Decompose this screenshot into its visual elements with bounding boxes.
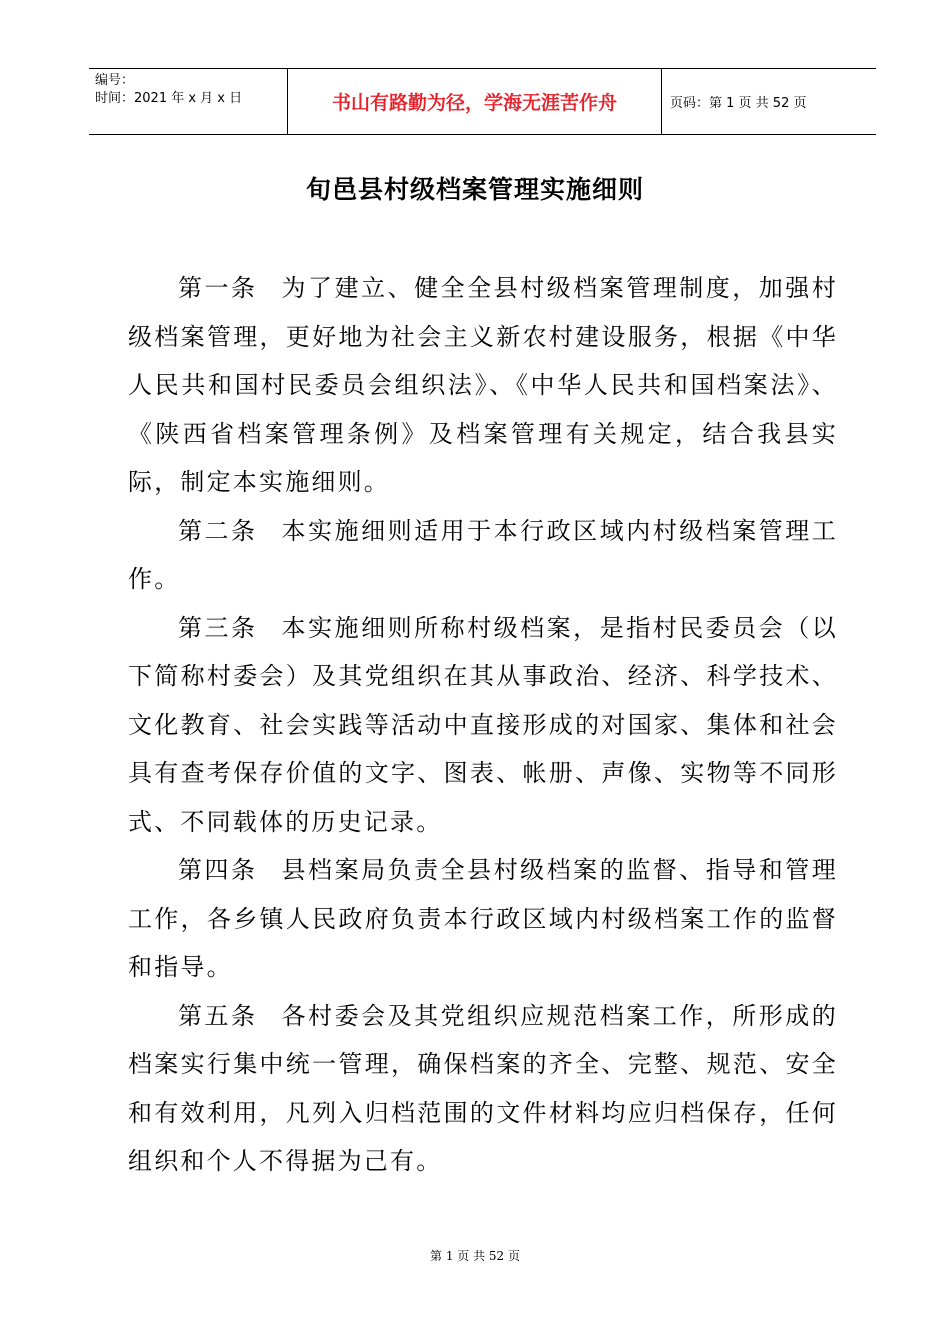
article-text: 为了建立、健全全县村级档案管理制度，加强村级档案管理，更好地为社会主义新农村建设服务，根据《中华人民共和国村民委员会组织法》、《中华人民共和国档案法》、《陕西省档案管理条例》及档案管理有关规定，结合我县实际，制定本实施细则。 [128,274,838,496]
article-5 [128,992,838,1186]
article-text: 县档案局负责全县村级档案的监督、指导和管理工作，各乡镇人民政府负责本行政区域内村级档案工作的监督和指导。 [128,856,838,981]
document-body [128,264,838,1186]
header-motto: 书山有路勤为径，学海无涯苦作舟 [288,69,662,134]
article-heading: 第四条 [178,856,258,884]
article-heading: 第一条 [178,274,258,302]
article-1 [128,264,838,507]
article-4 [128,846,838,992]
article-text: 各村委会及其党组织应规范档案工作，所形成的档案实行集中统一管理，确保档案的齐全、完整、规范、安全和有效利用，凡列入归档范围的文件材料均应归档保存，任何组织和个人不得据为己有。 [128,1001,838,1175]
article-text: 本实施细则适用于本行政区域内村级档案管理工作。 [128,516,838,593]
header-page-label: 页码：第 1 页 共 52 页 [670,96,807,111]
article-heading: 第二条 [178,516,258,545]
article-text: 本实施细则所称村级档案，是指村民委员会（以下简称村委会）及其党组织在其从事政治、经济、科学技术、文化教育、社会实践等活动中直接形成的对国家、集体和社会具有查考保存价值的文字、图表、帐册、声像、实物等不同形式、不同载体的历史记录。 [128,613,838,836]
number-label: 编号： [95,73,135,88]
document-title: 旬邑县村级档案管理实施细则 [305,175,644,204]
article-3 [128,604,838,847]
page-footer: 第 1 页 共 52 页 [430,1249,520,1263]
header-meta [89,69,288,134]
article-2 [128,507,838,604]
article-heading: 第三条 [178,613,258,642]
article-heading: 第五条 [178,1001,258,1030]
time-label: 时间：2021 年 x 月 x 日 [95,91,243,106]
page-header [89,68,876,135]
